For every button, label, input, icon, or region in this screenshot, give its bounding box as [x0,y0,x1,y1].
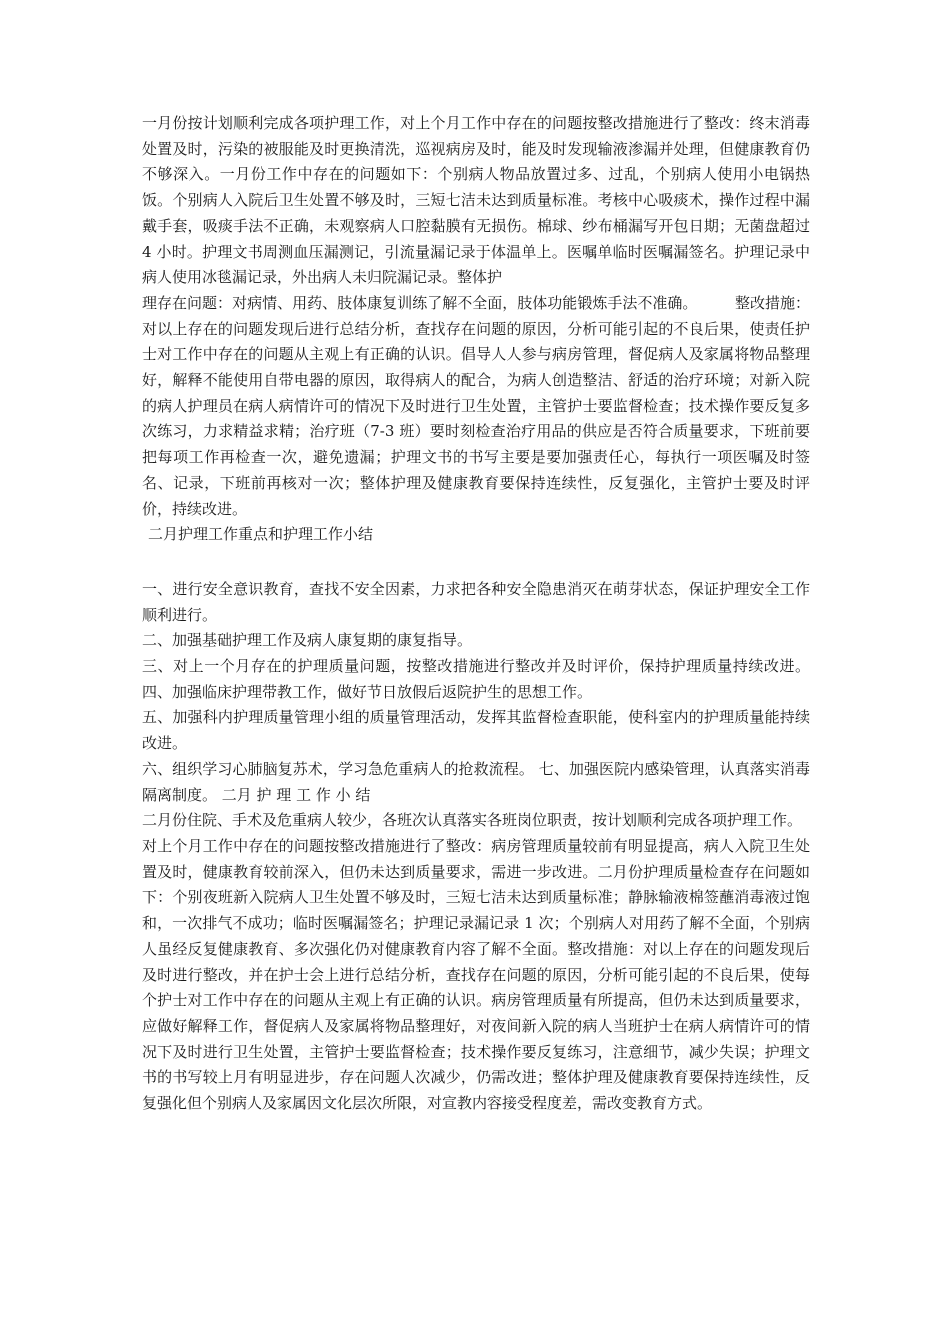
paragraph-february-summary: 对上个月工作中存在的问题按整改措施进行了整改：病房管理质量较前有明显提高，病人入院卫生处置及时，健康教育较前深入，但仍未达到质量要求，需进一步改进。二月份护理质量检查存在问题如下：个别夜班新入院病人卫生处置不够及时，三短七洁未达到质量标准；静脉输液棉签蘸消毒液过饱和，一次排气不成功；临时医嘱漏签名；护理记录漏记录 1 次；个别病人对用药了解不全面，个别病人虽经反复健康教育、多次强化仍对健康教育内容了解不全面。整改措施：对以上存在的问题发现后及时进行整改，并在护士会上进行总结分析，查找存在问题的原因，分析可能引起的不良后果，使每个护士对工作中存在的问题从主观上有正确的认识。病房管理质量有所提高，但仍未达到质量要求，应做好解释工作，督促病人及家属将物品整理好，对夜间新入院的病人当班护士在病人病情许可的情况下及时进行卫生处置，主管护士要监督检查；技术操作要反复练习，注意细节，减少失误；护理文书的书写较上月有明显进步，存在问题人次减少，仍需改进；整体护理及健康教育要保持连续性，反复强化但个别病人及家属因文化层次所限，对宣教内容接受程度差，需改变教育方式。 [142,836,810,1113]
list-item-1: 一、进行安全意识教育，查找不安全因素，力求把各种安全隐患消灭在萌芽状态，保证护理安全工作顺利进行。 [142,579,810,624]
list-item-2: 二、加强基础护理工作及病人康复期的康复指导。 [142,631,473,650]
list-item-5: 五、加强科内护理质量管理小组的质量管理活动，发挥其监督检查职能，使科室内的护理质量能持续改进。 [142,708,810,753]
list-item-3-4: 三、对上一个月存在的护理质量问题，按整改措施进行整改并及时评价，保持护理质量持续改进。 四、加强临床护理带教工作，做好节日放假后返院护生的思想工作。 [142,657,810,701]
paragraph-february-overview: 二月份住院、手术及危重病人较少，各班次认真落实各班岗位职责，按计划顺利完成各项护理工作。 [142,811,803,830]
paragraph-january-summary: 一月份按计划顺利完成各项护理工作，对上个月工作中存在的问题按整改措施进行了整改：终末消毒处置及时，污染的被服能及时更换清洗，巡视病房及时，能及时发现输液渗漏并处理，但健康教育仍不够深入。一月份工作中存在的问题如下：个别病人物品放置过多、过乱，个别病人使用小电锅热饭。个别病人入院后卫生处置不够及时，三短七洁未达到质量标准。考核中心吸痰术，操作过程中漏戴手套，吸痰手法不正确，未观察病人口腔黏膜有无损伤。棉球、纱布桶漏写开包日期；无菌盘超过 4 小时。护理文书周测血压漏测记，引流量漏记录于体温单上。医嘱单临时医嘱漏签名。护理记录中病人使用冰毯漏记录，外出病人未归院漏记录。整体护 [142,114,810,287]
document-body [142,111,810,1117]
section-heading-february: 二月护理工作重点和护理工作小结 [148,525,374,544]
blank-line [142,548,810,577]
paragraph-january-measures: 理存在问题：对病情、用药、肢体康复训练了解不全面，肢体功能锻炼手法不准确。 整改措施：对以上存在的问题发现后进行总结分析，查找存在问题的原因，分析可能引起的不良后果，使责任护士对工作中存在的问题从主观上有正确的认识。倡导人人参与病房管理，督促病人及家属将物品整理好，解释不能使用自带电器的原因，取得病人的配合，为病人创造整洁、舒适的治疗环境；对新入院的病人护理员在病人病情许可的情况下及时进行卫生处置，主管护士要监督检查；技术操作要反复多次练习，力求精益求精；治疗班（7-3 班）要时刻检查治疗用品的供应是否符合质量要求，下班前要把每项工作再检查一次，避免遗漏；护理文书的书写主要是要加强责任心，每执行一项医嘱及时签名、记录，下班前再核对一次；整体护理及健康教育要保持连续性，反复强化，主管护士要及时评价，持续改进。 [142,293,810,518]
list-item-6-7: 六、组织学习心肺脑复苏术，学习急危重病人的抢救流程。 七、加强医院内感染管理，认真落实消毒隔离制度。 二月 护 理 工 作 小 结 [142,759,810,804]
